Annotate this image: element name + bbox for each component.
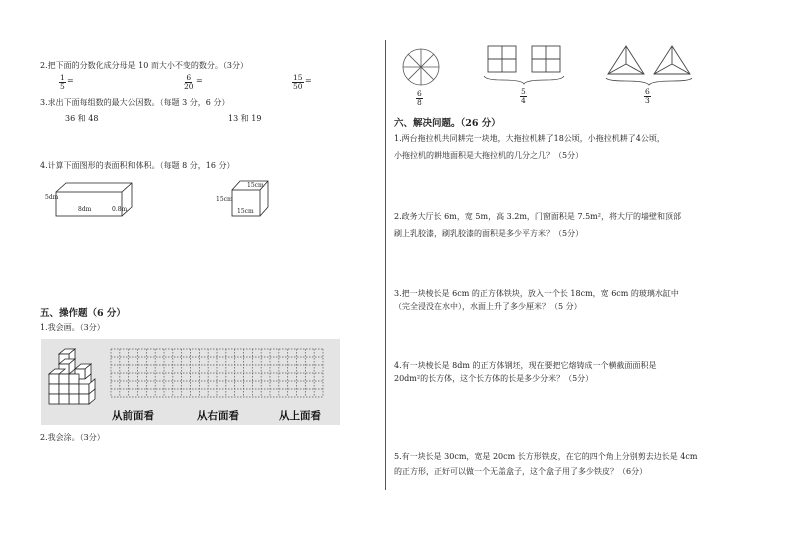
squares-figure: [482, 44, 568, 86]
equals-sign: =: [67, 76, 74, 85]
problem-5-line-1: 5.有一块长是 30cm，宽是 20cm 长方形铁皮，在它的四个角上分别剪去边长是 4cm: [394, 452, 698, 461]
problem-2-line-2: 刷上乳胶漆，刷乳胶漆的面积是多少平方米？（5分）: [394, 229, 584, 238]
fraction-denominator: 20: [184, 82, 194, 91]
fraction-3: [292, 74, 304, 91]
q4-text: 4.计算下面图形的表面积和体积。（每题 8 分，16 分）: [40, 161, 235, 170]
problem-2-line-1: 2.政务大厅长 6m，宽 5m，高 3.2m，门窗面积是 7.5m²，将大厅的墙壁和顶部: [394, 212, 681, 221]
problem-5-line-2: 的正方形，正好可以做一个无盖盒子，这个盒子用了多少铁皮？（6分）: [394, 467, 648, 476]
cuboid-length-label: 8dm: [78, 206, 92, 213]
cuboid-width-label: 0.8m: [112, 206, 128, 213]
equals-sign: =: [196, 76, 203, 85]
triangles-figure: [604, 44, 696, 86]
section5-q2: 2.我会涂。（3分）: [40, 433, 105, 442]
problem-1-line-2: 小拖拉机的耕地面积是大拖拉机的几分之几？（5分）: [394, 151, 584, 160]
fraction-numerator: 6: [417, 89, 422, 98]
fraction-numerator: 6: [645, 87, 650, 96]
problem-3-line-2: （完全浸没在水中），水面上升了多少厘米？（5 分）: [394, 302, 582, 311]
cuboid-height-label: 5dm: [45, 194, 59, 201]
fraction-numerator: 6: [186, 73, 192, 82]
q3-text: 3.求出下面每组数的最大公因数。（每题 3 分，6 分）: [40, 98, 230, 107]
section6-title: 六、解决问题。（26 分）: [394, 118, 501, 129]
stacked-cubes-figure: [45, 348, 107, 410]
fraction-denominator: 50: [293, 82, 303, 91]
fraction-numerator: 1: [60, 73, 65, 82]
view-right-label: 从右面看: [197, 410, 239, 422]
problem-1-line-1: 1.两台拖拉机共同耕完一块地，大拖拉机耕了18公顷，小拖拉机耕了4公顷，: [394, 134, 665, 143]
figure-fraction-2: [520, 88, 527, 105]
q2-text: 2.把下面的分数化成分母是 10 而大小不变的数分。（3分）: [40, 61, 248, 70]
cube-front-label: 15cm: [237, 208, 254, 215]
cube-left-label: 15cm: [216, 196, 233, 203]
view-top-label: 从上面看: [279, 410, 321, 422]
view-front-label: 从前面看: [112, 410, 154, 422]
fraction-denominator: 8: [417, 98, 422, 107]
problem-4-line-1: 4.有一块棱长是 8dm 的正方体钢坯，现在要把它熔铸成一个横截面面积是: [394, 361, 657, 370]
fraction-denominator: 5: [60, 82, 65, 91]
fraction-denominator: 3: [645, 96, 650, 105]
problem-3-line-1: 3.把一块棱长是 6cm 的正方体铁块，放入一个长 18cm，宽 6cm 的玻璃水缸中: [394, 289, 679, 298]
cube-top-label: 15cm: [247, 182, 264, 189]
fraction-numerator: 15: [293, 73, 303, 82]
fraction-numerator: 5: [521, 87, 526, 96]
fraction-1: [59, 74, 66, 91]
problem-4-line-2: 20dm²的长方体，这个长方体的长是多少分米？（5分）: [394, 374, 594, 383]
equals-sign: =: [305, 76, 312, 85]
figure-fraction-1: [416, 90, 423, 107]
q3-pair-1: 36 和 48: [65, 114, 99, 123]
q3-pair-2: 13 和 19: [228, 114, 262, 123]
column-divider: [385, 40, 386, 490]
section5-title: 五、操作题（6 分）: [40, 308, 126, 319]
figure-fraction-3: [644, 88, 651, 105]
circle-eighths-figure: [400, 46, 442, 88]
fraction-denominator: 4: [521, 96, 526, 105]
fraction-2: [184, 74, 194, 91]
dotted-grid: [110, 348, 324, 398]
section5-q1: 1.我会画。（3分）: [40, 323, 105, 332]
